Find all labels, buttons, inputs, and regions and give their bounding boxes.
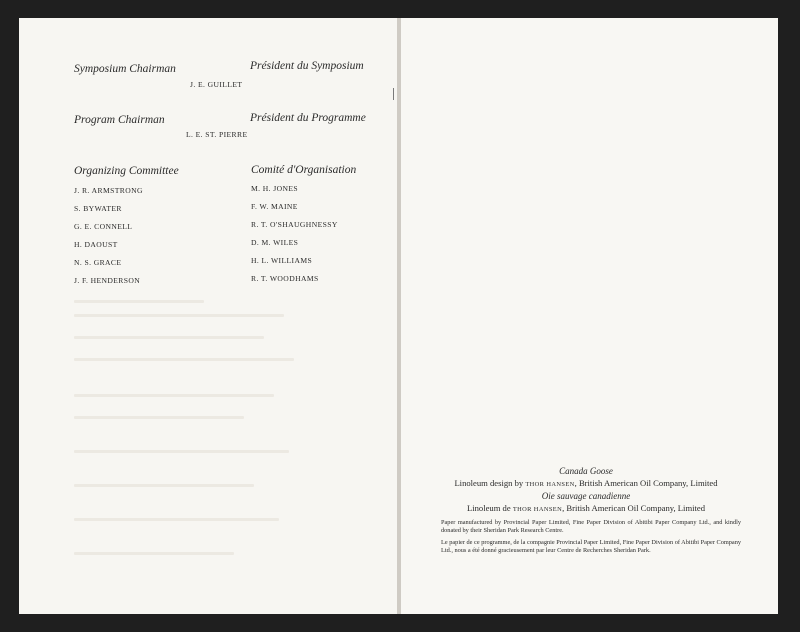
committee-member: J. F. HENDERSON [74,276,141,285]
paper-note-fr: Le papier de ce programme, de la compagnie Provincial Paper Limited, Fine Paper Division of Abitibi Paper Company Ltd., nous a été donné gracieusement par leur Centre de Recherches Sheridan Park. [441,539,741,554]
artist-name: THOR HANSEN [512,506,563,513]
right-page [401,18,778,614]
program-chairman-label-en: Program Chairman [74,114,165,126]
committee-member: G. E. CONNELL [74,222,133,231]
credit-suffix: , British American Oil Company, Limited [562,503,706,513]
credit-prefix: Linoleum de [466,503,511,513]
symposium-chairman-label-en: Symposium Chairman [74,63,176,75]
credit-suffix: , British American Oil Company, Limited [574,478,718,488]
credit-prefix: Linoleum design by [454,478,524,488]
committee-member: R. T. O'SHAUGHNESSY [251,220,338,229]
paper-note-en: Paper manufactured by Provincial Paper Limited, Fine Paper Division of Abitibi Paper Company Ltd., and kindly donated by their Sheridan Park Research Centre. [441,519,741,534]
artwork-credit-fr [436,503,736,513]
artwork-title-en: Canada Goose [559,466,613,476]
committee-member: H. L. WILLIAMS [251,256,313,265]
program-chairman-label-fr: Président du Programme [250,112,366,124]
committee-member: D. M. WILES [251,238,299,247]
artwork-credit-en [436,478,736,488]
symposium-chairman-name: J. E. GUILLET [190,80,243,89]
committee-label-en: Organizing Committee [74,165,179,177]
committee-member: N. S. GRACE [74,258,122,267]
committee-member: J. R. ARMSTRONG [74,186,143,195]
left-page [19,18,397,614]
crease-mark [393,88,394,100]
artwork-title-fr: Oie sauvage canadienne [541,491,631,501]
committee-member: H. DAOUST [74,240,118,249]
committee-member: R. T. WOODHAMS [251,274,319,283]
committee-member: M. H. JONES [251,184,299,193]
symposium-chairman-label-fr: Président du Symposium [250,60,364,72]
committee-member: S. BYWATER [74,204,122,213]
committee-member: F. W. MAINE [251,202,298,211]
program-chairman-name: L. E. ST. PIERRE [186,130,248,139]
committee-label-fr: Comité d'Organisation [251,164,357,176]
artist-name: THOR HANSEN [525,481,575,488]
